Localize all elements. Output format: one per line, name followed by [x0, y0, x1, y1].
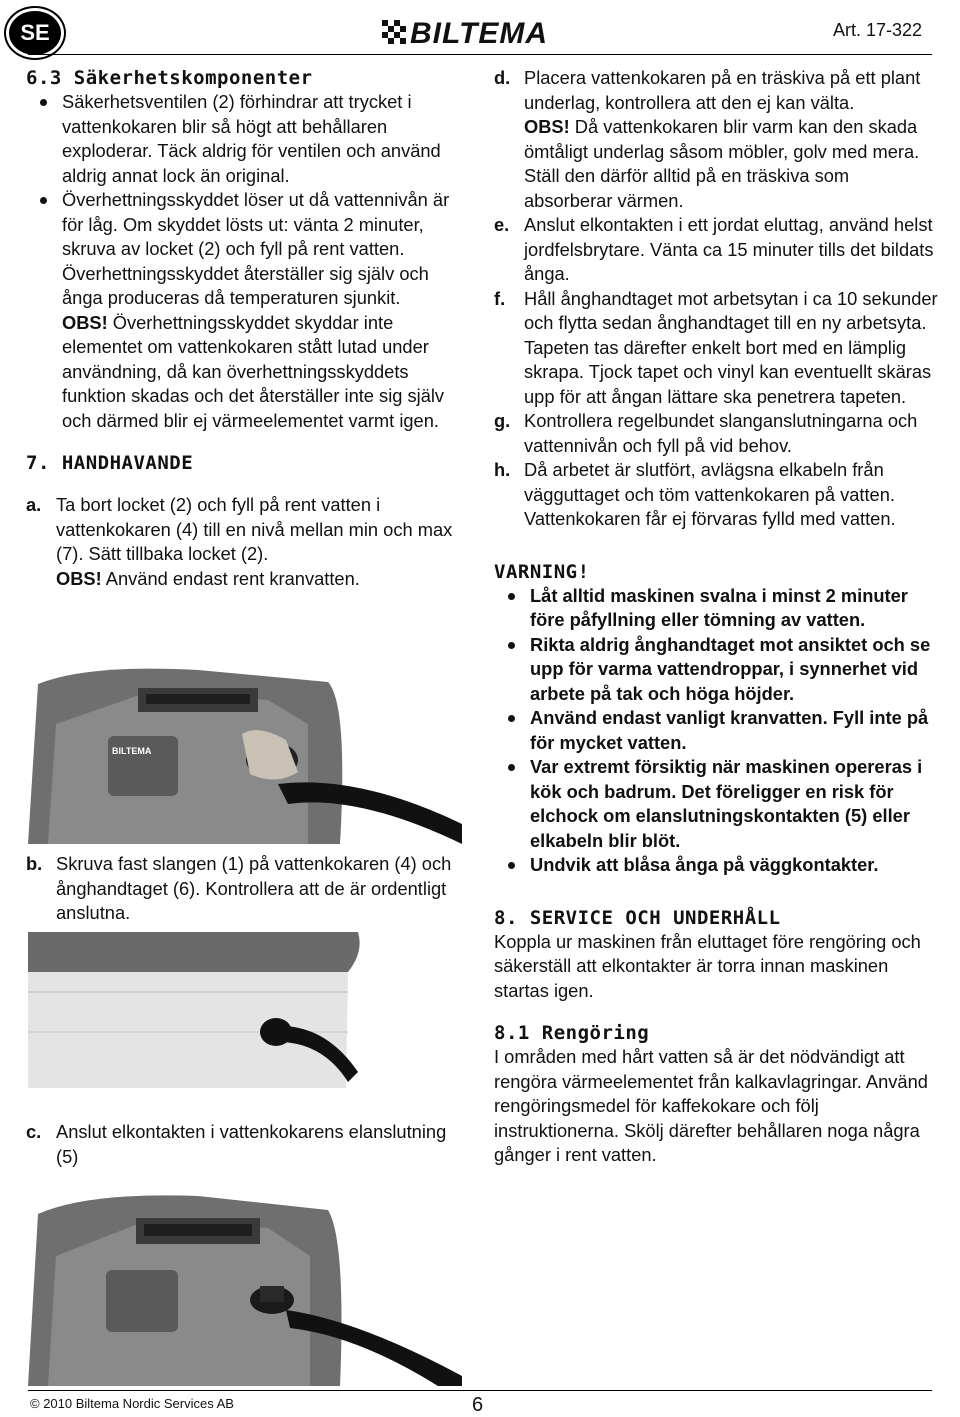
step-letter: f. [494, 287, 506, 309]
obs-text: Då vattenkokaren blir varm kan den skada ömtåligt underlag såsom möbler, golv med mera. Ställ den därför alltid på en träskiva som absorberar värmen. [524, 116, 920, 211]
step-text: Kontrollera regelbundet slanganslutningarna och vattennivån och fyll på vid behov. [524, 410, 918, 456]
step-e [494, 213, 940, 287]
step-g [494, 409, 940, 458]
obs-label: OBS! [56, 567, 102, 589]
step-text: Anslut elkontakten i ett jordat eluttag, använd helst jordfelsbrytare. Vänta ca 15 minuter tills det bildats ånga. [524, 214, 934, 284]
list-item: Låt alltid maskinen svalna i minst 2 minuter före påfyllning eller tömning av vatten. [494, 584, 940, 633]
right-column-text [494, 66, 940, 1168]
step-a [26, 493, 462, 591]
warning-title: VARNING! [494, 560, 590, 583]
step-letter: g. [494, 410, 511, 431]
list-item: Överhettningsskyddet löser ut då vattennivån är för låg. Om skyddet lösts ut: vänta 2 minuter, skruva av locket (2) och fyll på rent vatten. Överhettningsskyddet återställer sig själv och ånga produceras då temperaturen sjunkit. [26, 188, 462, 311]
list-item: Undvik att blåsa ånga på väggkontakter. [494, 853, 940, 878]
section-8-text: Koppla ur maskinen från eluttaget före rengöring och säkerställ att elkontakter är torra innan maskinen startas igen. [494, 930, 921, 1001]
obs-label: OBS! [524, 116, 570, 137]
step-d [494, 66, 940, 213]
step-text: Skruva fast slangen (1) på vattenkokaren (4) och ånghandtaget (6). Kontrollera att de är ordentligt anslutna. [56, 853, 452, 923]
step-text: Placera vattenkokaren på en träskiva på ett plant underlag, kontrollera att den ej kan välta. [524, 67, 921, 113]
step-b-block [26, 852, 462, 926]
step-text: Anslut elkontakten i vattenkokarens elanslutning (5) [56, 1121, 447, 1167]
biltema-logo [382, 16, 582, 46]
safety-bullet-list [26, 90, 462, 311]
obs-text: Överhettningsskyddet skyddar inte elementet om vattenkokaren stått lutad under användning, då kan överhettningsskyddets funktion skadas och det återställer inte sig själv och därmed blir ej värmeelementet varmt igen. [62, 311, 445, 431]
list-item: Var extremt försiktig när maskinen opereras i kök och badrum. Det föreligger en risk för elchock om elanslutningskontakten (5) eller elkabeln blir blöt. [494, 755, 940, 853]
logo-text: BILTEMA [410, 17, 549, 46]
language-badge: SE [6, 8, 64, 58]
step-text: Ta bort locket (2) och fyll på rent vatten i vattenkokaren (4) till en nivå mellan min och max (7). Sätt tillbaka locket (2). [56, 494, 453, 564]
warning-bullet-list [494, 584, 940, 878]
footer-divider [28, 1390, 932, 1391]
steps-list-c [26, 1120, 462, 1169]
step-h [494, 458, 940, 532]
article-number: Art. 17-322 [832, 20, 922, 40]
step-c-block [26, 1120, 462, 1169]
step-letter: a. [26, 494, 42, 515]
step-text: Håll ånghandtaget mot arbetsytan i ca 10 sekunder och flytta sedan ånghandtaget till en ny arbetsyta. Tapeten tas därefter enkelt bort med en lämplig skrapa. Tjock tapet och vinyl kan eventuellt skäras upp för att ångan lättare ska penetrera tapeten. [524, 287, 938, 407]
section-7-title: 7. HANDHAVANDE [26, 452, 194, 474]
header-divider [28, 54, 932, 55]
steamer-lid-photo [28, 664, 462, 844]
page-number: 6 [472, 1394, 484, 1416]
step-c [26, 1120, 462, 1169]
section-8-title: 8. SERVICE OCH UNDERHÅLL [494, 906, 781, 929]
step-letter: b. [26, 853, 43, 874]
section-8-1-title: 8.1 Rengöring [494, 1022, 650, 1044]
section-8-1-text: I områden med hårt vatten så är det nödvändigt att rengöra värmeelementet från kalkavlagringar. Använd rengöringsmedel för kaffekokare och följ instruktionerna. Skölj därefter behållaren noga några gånger i rent vatten. [494, 1046, 928, 1165]
photo-brand-label: BILTEMA [112, 746, 152, 756]
obs-note [26, 311, 462, 434]
section-6-3-title: 6.3 Säkerhetskomponenter [26, 67, 313, 89]
step-letter: d. [494, 67, 511, 88]
step-b [26, 852, 462, 926]
steamer-hose-photo [28, 1190, 462, 1386]
steamer-connector-photo [28, 932, 462, 1088]
steps-list-a [26, 493, 462, 591]
step-letter: c. [26, 1121, 42, 1142]
step-letter: e. [494, 214, 510, 235]
copyright-text: © 2010 Biltema Nordic Services AB [30, 1396, 234, 1411]
obs-text: Använd endast rent kranvatten. [101, 567, 360, 589]
list-item: Säkerhetsventilen (2) förhindrar att trycket i vattenkokaren blir så högt att behållaren exploderar. Täck aldrig för ventilen och använd aldrig annat lock än original. [26, 90, 462, 188]
steps-list-d-h [494, 66, 940, 532]
step-text: Då arbetet är slutfört, avlägsna elkabeln från vägguttaget och töm vattenkokaren på vatten. Vattenkokaren får ej förvaras fylld med vatten. [524, 459, 896, 529]
list-item: Använd endast vanligt kranvatten. Fyll inte på för mycket vatten. [494, 706, 940, 755]
obs-label: OBS! [62, 311, 108, 333]
step-f [494, 287, 940, 410]
left-column-text [26, 66, 462, 591]
list-item: Rikta aldrig ånghandtaget mot ansiktet och se upp för varma vattendroppar, i synnerhet vid arbete på tak och höga höjder. [494, 633, 940, 707]
steps-list-b [26, 852, 462, 926]
step-letter: h. [494, 459, 511, 480]
